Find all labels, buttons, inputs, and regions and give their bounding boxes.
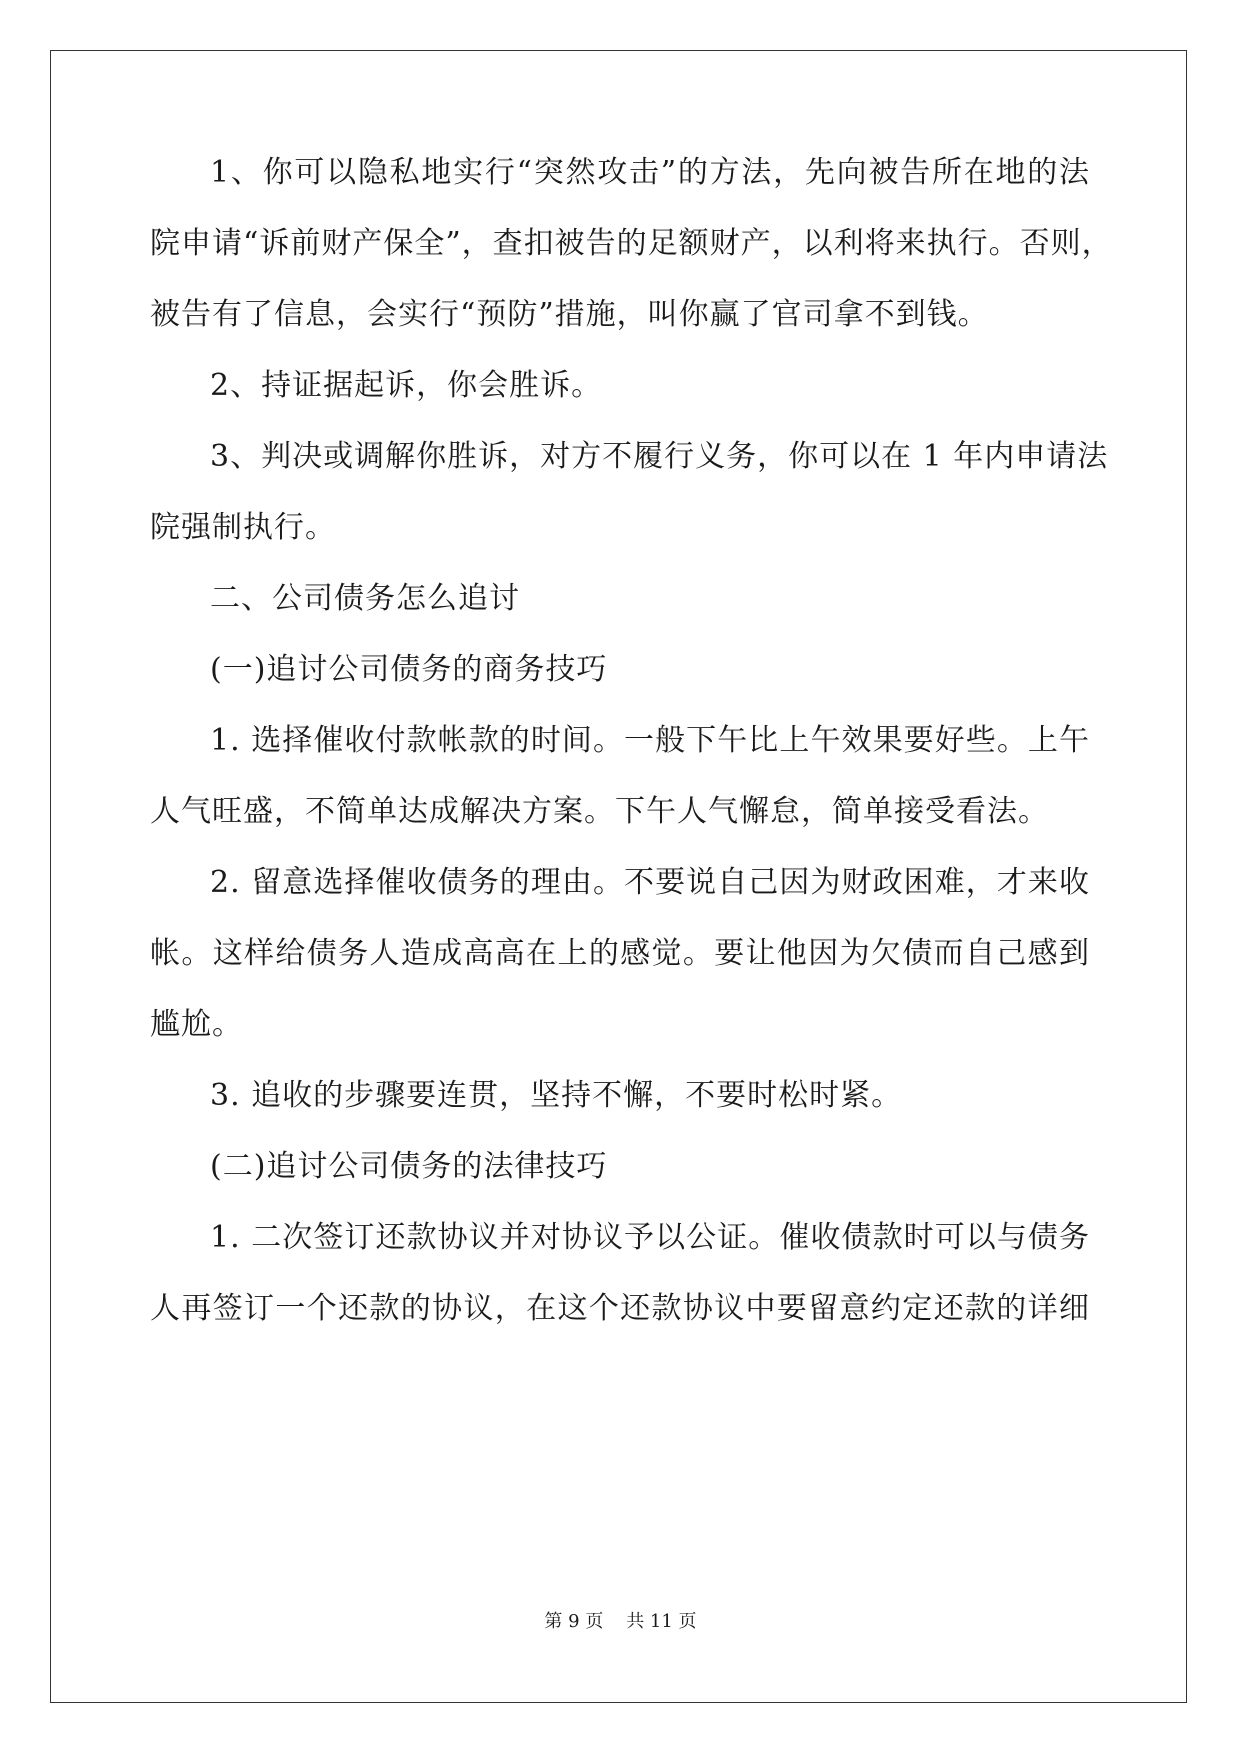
item-1-line-1: 1. 选择催收付款帐款的时间。一般下午比上午效果要好些。上午 xyxy=(210,723,1090,758)
paragraph-1-line-3: 被告有了信息，会实行“预防”措施，叫你赢了官司拿不到钱。 xyxy=(150,297,989,332)
paragraph-3-line-2: 院强制执行。 xyxy=(150,510,336,545)
item-2-line-1: 2. 留意选择催收债务的理由。不要说自己因为财政困难，才来收 xyxy=(210,865,1090,900)
item-2-line-2: 帐。这样给债务人造成高高在上的感觉。要让他因为欠债而自己感到 xyxy=(150,936,1090,971)
paragraph-1-line-2: 院申请“诉前财产保全”，查扣被告的足额财产，以利将来执行。否则， xyxy=(150,226,1113,261)
paragraph-1-line-1: 1、你可以隐私地实行“突然攻击”的方法，先向被告所在地的法 xyxy=(210,155,1090,190)
subsection-heading-2: (二)追讨公司债务的法律技巧 xyxy=(210,1149,608,1184)
page-footer xyxy=(0,1610,1241,1634)
paragraph-3-line-1: 3、判决或调解你胜诉，对方不履行义务，你可以在 1 年内申请法 xyxy=(210,439,1109,474)
subsection-heading-1: (一)追讨公司债务的商务技巧 xyxy=(210,652,608,687)
paragraph-2-line-1: 2、持证据起诉，你会胜诉。 xyxy=(210,368,603,403)
item-3-line-1: 3. 追收的步骤要连贯，坚持不懈，不要时松时紧。 xyxy=(210,1078,903,1113)
legal-item-1-line-1: 1. 二次签订还款协议并对协议予以公证。催收债款时可以与债务 xyxy=(210,1220,1090,1255)
page-number-label: 第 9 页 共 11 页 xyxy=(544,1611,697,1632)
item-1-line-2: 人气旺盛，不简单达成解决方案。下午人气懈怠，简单接受看法。 xyxy=(150,794,1049,829)
section-heading: 二、公司债务怎么追讨 xyxy=(210,581,520,616)
item-2-line-3: 尴尬。 xyxy=(150,1007,243,1042)
legal-item-1-line-2: 人再签订一个还款的协议，在这个还款协议中要留意约定还款的详细 xyxy=(150,1291,1090,1326)
